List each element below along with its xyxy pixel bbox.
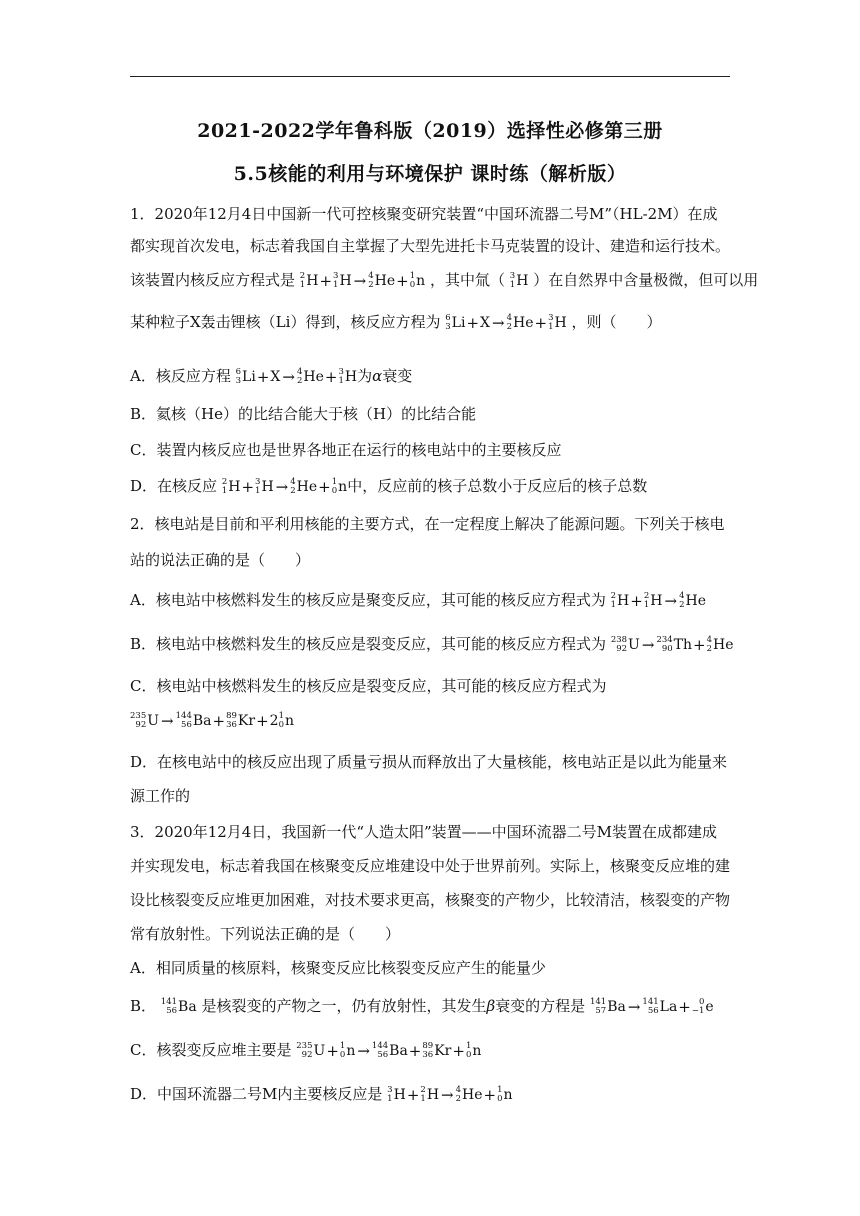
q1-option-b: B．氦核（He）的比结合能大于核（H）的比结合能 [130, 405, 477, 423]
q3-stem-line1: 3．2020年12月4日，我国新一代“人造太阳”装置——中国环流器二号M装置在成都建成 [130, 823, 718, 841]
q2-stem-line2: 站的说法正确的是（ ） [130, 551, 311, 569]
q3-option-c: C．核裂变反应堆主要是 235 92 U + 1 0 n → 144 56 Ba + 89 36 Kr + 1 0 n [130, 1041, 482, 1060]
q2-option-c: C．核电站中核燃料发生的核反应是裂变反应，其可能的核反应方程式为 [130, 677, 607, 695]
document-title: 2021-2022学年鲁科版（2019）选择性必修第三册 [197, 120, 663, 142]
document-subtitle: 5.5核能的利用与环境保护 课时练（解析版） [233, 163, 627, 185]
q1-stem-line3: 该装置内核反应方程式是 2 1 H + 3 1 H → 4 2 He + 1 0 n ，其中氚（ 3 1 H ）在自然界中含量极微，但可以用 [130, 271, 759, 290]
nuclear-equation: 6 3 Li + X → 4 2 He + 3 1 H [445, 313, 567, 332]
header-rule [130, 76, 730, 77]
q1-option-a: A．核反应方程 6 3 Li + X → 4 2 He + 3 1 H 为α衰变 [130, 367, 413, 386]
q1-stem-line2: 都实现首次发电，标志着我国自主掌握了大型先进托卡马克装置的设计、建造和运行技术。 [130, 237, 731, 255]
q2-option-b: B．核电站中核燃料发生的核反应是裂变反应，其可能的核反应方程式为 238 92 U → 234 90 Th + 4 2 He [130, 635, 734, 654]
nuclear-equation: 235 92 U → 144 56 Ba + 89 36 Kr + 2 1 0 n [130, 711, 295, 730]
q1-stem-line4: 某种粒子X轰击锂核（Li）得到，核反应方程为 6 3 Li + X → 4 2 He + 3 1 H ，则（ ） [130, 313, 662, 332]
q3-option-a: A．相同质量的核原料，核聚变反应比核裂变反应产生的能量少 [130, 959, 546, 977]
nuclear-equation: 3 1 H + 2 1 H → 4 2 He + 1 0 n [387, 1085, 513, 1104]
q3-stem-line4: 常有放射性。下列说法正确的是（ ） [130, 925, 401, 943]
nuclide-barium: 141 56 Ba [160, 997, 197, 1016]
q3-stem-line3: 设比核裂变反应堆更加困难，对技术要求更高，核聚变的产物少，比较清洁，核裂变的产物 [130, 891, 731, 909]
nuclear-equation: 235 92 U + 1 0 n → 144 56 Ba + 89 36 Kr + 1 0 n [296, 1041, 482, 1060]
q1-stem-line1: 1．2020年12月4日中国新一代可控核聚变研究装置“中国环流器二号M”（HL-2M）在成 [130, 205, 718, 223]
q2-option-d-line1: D．在核电站中的核反应出现了质量亏损从而释放出了大量核能，核电站正是以此为能量来 [130, 753, 728, 771]
q3-option-b: B． 141 56 Ba 是核裂变的产物之一，仍有放射性，其发生β衰变的方程是 141 57 Ba → 141 56 La + 0 −1 e [130, 997, 714, 1016]
q2-option-a: A．核电站中核燃料发生的核反应是聚变反应，其可能的核反应方程式为 2 1 H + 2 1 H → 4 2 He [130, 591, 706, 610]
nuclear-equation: 2 1 H + 2 1 H → 4 2 He [610, 591, 706, 610]
nuclide-tritium: 3 1 H [509, 271, 529, 290]
q1-option-c: C．装置内核反应也是世界各地正在运行的核电站中的主要核反应 [130, 441, 562, 459]
q3-option-d: D．中国环流器二号M内主要核反应是 3 1 H + 2 1 H → 4 2 He + 1 0 n [130, 1085, 513, 1104]
q2-option-c-equation [130, 710, 730, 731]
q2-option-d-line2: 源工作的 [130, 787, 191, 805]
nuclear-equation: 141 57 Ba → 141 56 La + 0 −1 e [589, 997, 714, 1016]
nuclear-equation: 2 1 H + 3 1 H → 4 2 He + 1 0 n [221, 477, 348, 496]
q3-stem-line2: 并实现发电，标志着我国在核聚变反应堆建设中处于世界前列。实际上，核聚变反应堆的建 [130, 857, 731, 875]
nuclear-equation: 2 1 H + 3 1 H → 4 2 He + 1 0 n [299, 271, 426, 290]
nuclear-equation: 6 3 Li + X → 4 2 He + 3 1 H [235, 367, 358, 386]
nuclear-equation: 238 92 U → 234 90 Th + 4 2 He [610, 635, 734, 654]
q2-stem-line1: 2．核电站是目前和平利用核能的主要方式，在一定程度上解决了能源问题。下列关于核电 [130, 515, 725, 533]
q1-option-d: D．在核反应 2 1 H + 3 1 H → 4 2 He + 1 0 n 中，反应前的核子总数小于反应后的核子总数 [130, 477, 648, 496]
